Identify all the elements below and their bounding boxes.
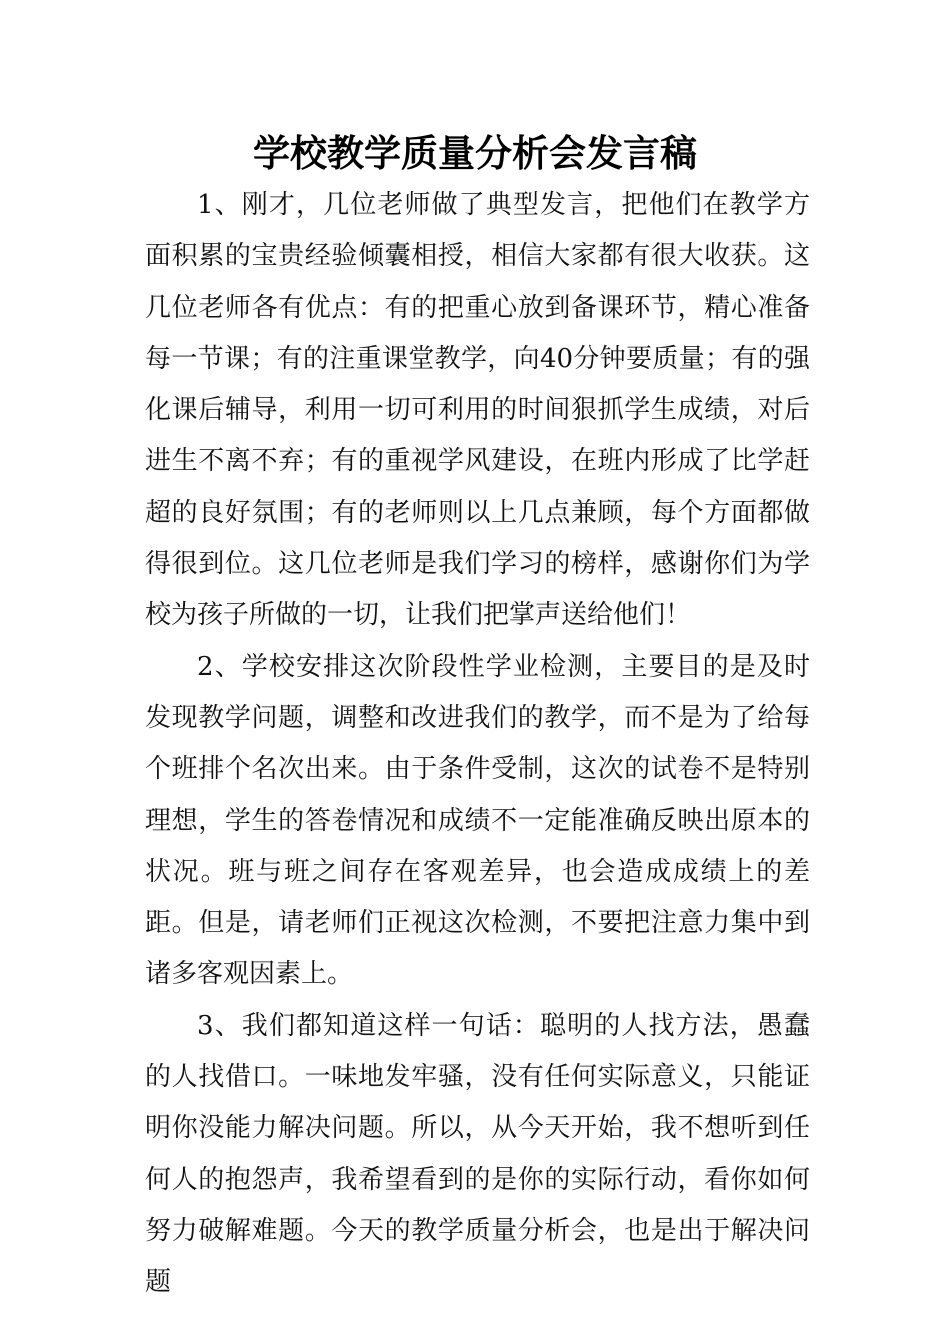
paragraph-1: 1、刚才，几位老师做了典型发言，把他们在教学方面积累的宝贵经验倾囊相授，相信大家都有很大收获。这几位老师各有优点：有的把重心放到备课环节，精心准备每一节课；有的注重课堂教学，向40分钟要质量；有的强化课后辅导，利用一切可利用的时间狠抓学生成绩，对后进生不离不弃；有的重视学风建设，在班内形成了比学赶超的良好氛围；有的老师则以上几点兼顾，每个方面都做得很到位。这几位老师是我们学习的榜样，感谢你们为学校为孩子所做的一切，让我们把掌声送给他们！ — [145, 190, 810, 631]
paragraph-3: 3、我们都知道这样一句话：聪明的人找方法，愚蠢的人找借口。一味地发牢骚，没有任何实际意义，只能证明你没能力解决问题。所以，从今天开始，我不想听到任何人的抱怨声，我希望看到的是你的实际行动，看你如何努力破解难题。今天的教学质量分析会，也是出于解决问题 — [145, 1010, 810, 1298]
document-body — [145, 180, 810, 1309]
paragraph-2: 2、学校安排这次阶段性学业检测，主要目的是及时发现教学问题，调整和改进我们的教学，而不是为了给每个班排个名次出来。由于条件受制，这次的试卷不是特别理想，学生的答卷情况和成绩不一定能准确反映出原本的状况。班与班之间存在客观差异，也会造成成绩上的差距。但是，请老师们正视这次检测，不要把注意力集中到诸多客观因素上。 — [145, 651, 810, 990]
document-title: 学校教学质量分析会发言稿 — [253, 131, 697, 175]
